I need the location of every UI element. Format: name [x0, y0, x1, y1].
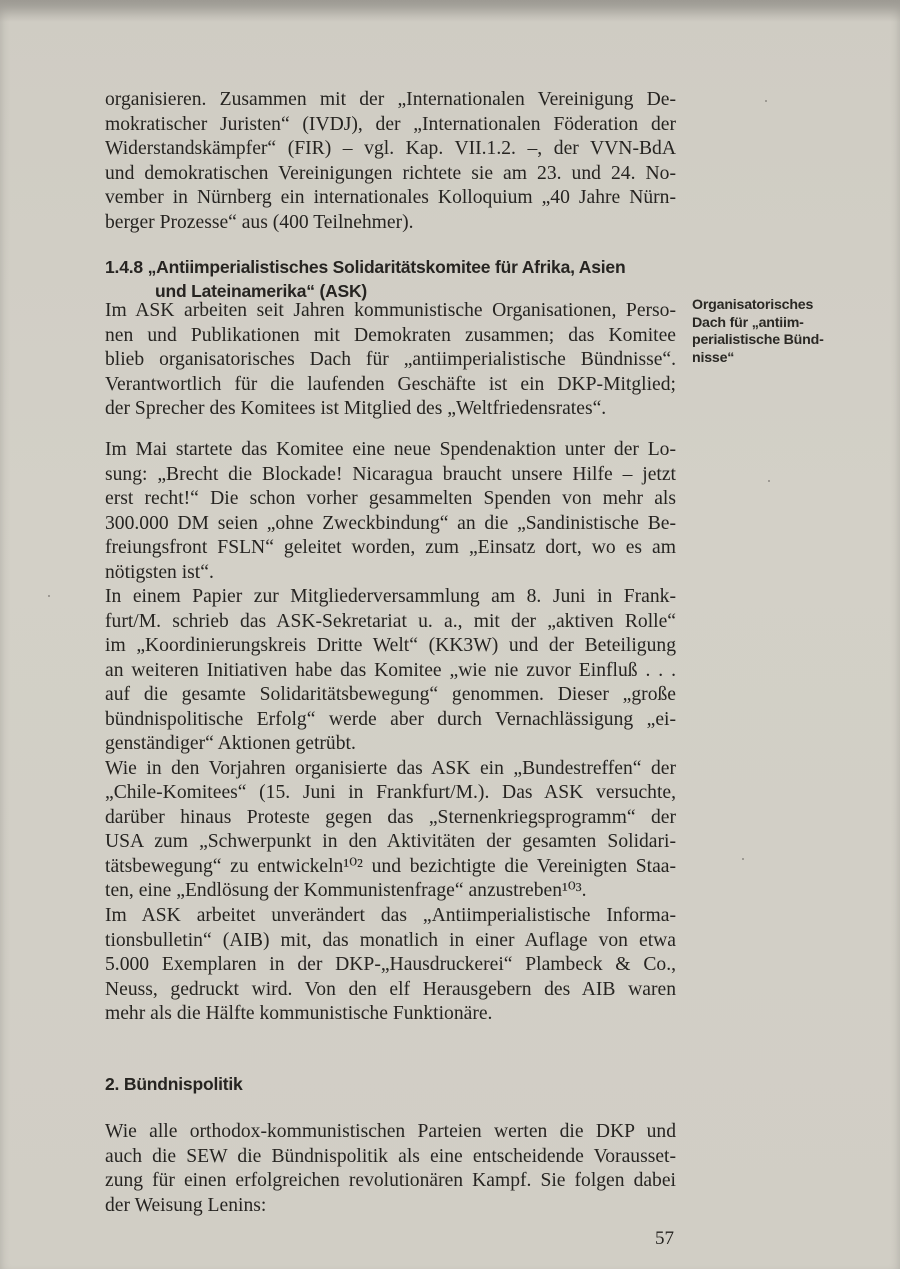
ask-p2-line: erst recht!“ Die schon vorher gesammelten Spenden von mehr als — [105, 488, 676, 509]
ask-p2-line: darüber hinaus Proteste gegen das „Sternenkriegsprogramm“ der — [105, 806, 676, 828]
intro-line: berger Prozesse“ aus (400 Teilnehmer). — [105, 211, 414, 233]
ask-p2-line: genständiger“ Aktionen getrübt. — [105, 733, 356, 754]
ask-p2-line: In einem Papier zur Mitgliederversammlung am 8. Juni in Frank- — [105, 586, 676, 607]
margin-note — [692, 297, 842, 367]
ask-paragraph-3 — [105, 904, 676, 1027]
scan-speck — [768, 480, 770, 482]
ask-p3-line: Im ASK arbeitet unverändert das „Antiimperialistische Informa- — [105, 905, 676, 926]
section-number: 1.4.8 — [105, 257, 143, 277]
ask-paragraph-2 — [105, 438, 676, 904]
intro-line: mokratischer Juristen“ (IVDJ), der „Internationalen Föderation der — [105, 113, 676, 135]
ask-p2-line: Im Mai startete das Komitee eine neue Spendenaktion unter der Lo- — [105, 439, 676, 460]
ask-p2-line: furt/M. schrieb das ASK-Sekretariat u. a., mit der „aktiven Rolle“ — [105, 610, 676, 632]
ask-paragraph-1 — [105, 299, 676, 422]
section-heading-1-4-8 — [105, 255, 676, 303]
section-title-line2: und Lateinamerika“ (ASK) — [155, 281, 368, 301]
ask-p2-line: ten, eine „Endlösung der Kommunistenfrage“ anzustreben¹⁰³. — [105, 880, 587, 901]
ask-p1-line: Verantwortlich für die laufenden Geschäfte ist ein DKP-Mitglied; — [105, 373, 676, 395]
scan-edge-shadow — [0, 0, 900, 22]
ask-p2-line: sung: „Brecht die Blockade! Nicaragua braucht unsere Hilfe – jetzt — [105, 463, 676, 485]
ask-p1-line: nen und Publikationen mit Demokraten zusammen; das Komitee — [105, 324, 676, 346]
ask-p3-line: Neuss, gedruckt wird. Von den elf Herausgebern des AIB waren — [105, 978, 676, 1000]
intro-paragraph — [105, 88, 676, 235]
ask-p3-line: mehr als die Hälfte kommunistische Funktionäre. — [105, 1003, 493, 1024]
ask-p2-line: auf die gesamte Solidaritätsbewegung“ genommen. Dieser „große — [105, 684, 676, 705]
buendnis-line: zung für einen erfolgreichen revolutionären Kampf. Sie folgen dabei — [105, 1170, 676, 1191]
ask-p2-line: 300.000 DM seien „ohne Zweckbindung“ an die „Sandinistische Be- — [105, 512, 676, 534]
margin-note-line: Dach für „antiim- — [692, 314, 804, 331]
intro-line: vember in Nürnberg ein internationales Kolloquium „40 Jahre Nürn- — [105, 187, 676, 208]
ask-p1-line: Im ASK arbeiten seit Jahren kommunistische Organisationen, Perso- — [105, 300, 676, 321]
section-heading-2 — [105, 1072, 676, 1096]
buendnis-line: auch die SEW die Bündnispolitik als eine entscheidende Vorausset- — [105, 1145, 676, 1167]
section-2-title: Bündnispolitik — [123, 1074, 243, 1094]
page-number: 57 — [655, 1228, 674, 1249]
ask-p2-line: „Chile-Komitees“ (15. Juni in Frankfurt/M.). Das ASK versuchte, — [105, 782, 676, 803]
ask-p2-line: tätsbewegung“ zu entwickeln¹⁰² und bezichtigte die Vereinigten Staa- — [105, 855, 676, 877]
intro-line: Widerstandskämpfer“ (FIR) – vgl. Kap. VII.1.2. –, der VVN-BdA — [105, 138, 676, 159]
scan-speck — [742, 858, 744, 860]
ask-p2-line: Wie in den Vorjahren organisierte das ASK ein „Bundestreffen“ der — [105, 757, 676, 779]
ask-p3-line: 5.000 Exemplaren in der DKP-„Hausdruckerei“ Plambeck & Co., — [105, 954, 676, 975]
margin-note-line: Organisatorisches — [692, 297, 814, 313]
intro-line: und demokratischen Vereinigungen richtete sie am 23. und 24. No- — [105, 162, 676, 184]
ask-p2-line: freiungsfront FSLN“ geleitet worden, zum „Einsatz dort, wo es am — [105, 537, 676, 558]
margin-note-line: nisse“ — [692, 349, 735, 366]
ask-p2-line: an weiteren Initiativen habe das Komitee „wie nie zuvor Einfluß . . . — [105, 659, 676, 681]
intro-line: organisieren. Zusammen mit der „Internationalen Vereinigung De- — [105, 89, 676, 110]
ask-p1-line: blieb organisatorisches Dach für „antiimperialistische Bündnisse“. — [105, 349, 676, 370]
section-title-line1: „Antiimperialistisches Solidaritätskomitee für Afrika, Asien — [147, 257, 626, 277]
ask-p1-line: der Sprecher des Komitees ist Mitglied des „Weltfriedensrates“. — [105, 398, 607, 419]
ask-p2-line: bündnispolitische Erfolg“ werde aber durch Vernachlässigung „ei- — [105, 708, 676, 730]
buendnis-line: der Weisung Lenins: — [105, 1194, 267, 1216]
margin-note-line: perialistische Bünd- — [692, 332, 824, 348]
buendnis-paragraph — [105, 1120, 676, 1218]
ask-p2-line: nötigsten ist“. — [105, 561, 214, 583]
section-2-number: 2. — [105, 1074, 120, 1094]
scan-speck — [48, 595, 50, 597]
ask-p2-line: USA zum „Schwerpunkt in den Aktivitäten der gesamten Solidari- — [105, 831, 676, 852]
buendnis-line: Wie alle orthodox-kommunistischen Parteien werten die DKP und — [105, 1121, 676, 1142]
ask-p2-line: im „Koordinierungskreis Dritte Welt“ (KK3W) und der Beteiligung — [105, 635, 676, 656]
ask-p3-line: tionsbulletin“ (AIB) mit, das monatlich in einer Auflage von etwa — [105, 929, 676, 951]
scan-speck — [765, 100, 767, 102]
